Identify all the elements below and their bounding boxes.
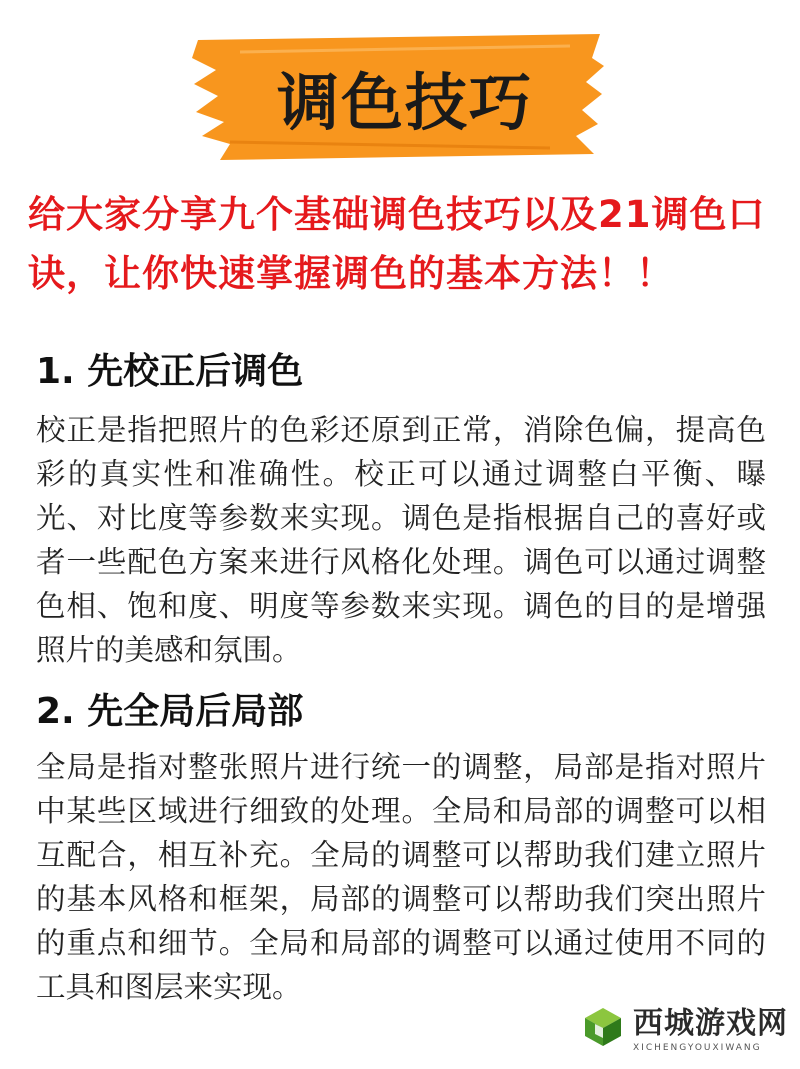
section-heading: 2. 先全局后局部: [36, 691, 304, 732]
intro-text: 给大家分享九个基础调色技巧以及21调色口诀，让你快速掌握调色的基本方法！！: [28, 193, 766, 295]
green-cube-logo-icon: [581, 1004, 625, 1048]
section-body: 全局是指对整张照片进行统一的调整，局部是指对照片中某些区域进行细致的处理。全局和局部的调整可以相互配合，相互补充。全局的调整可以帮助我们建立照片的基本风格和框架，局部的调整可以帮助我们突出照片的重点和细节。全局和局部的调整可以通过使用不同的工具和图层来实现。: [36, 750, 766, 1004]
watermark-name: 西城游戏网: [633, 1006, 788, 1041]
page-title: 调色技巧: [276, 65, 533, 139]
section-heading: 1. 先校正后调色: [36, 351, 304, 392]
section-body: 校正是指把照片的色彩还原到正常，消除色偏，提高色彩的真实性和准确性。校正可以通过调整白平衡、曝光、对比度等参数来实现。调色是指根据自己的喜好或者一些配色方案来进行风格化处理。调色可以通过调整色相、饱和度、明度等参数来实现。调色的目的是增强照片的美感和氛围。: [36, 413, 766, 667]
title-banner: [190, 32, 610, 162]
watermark: [581, 998, 788, 1053]
watermark-subtitle: XICHENGYOUXIWANG: [633, 1043, 762, 1053]
